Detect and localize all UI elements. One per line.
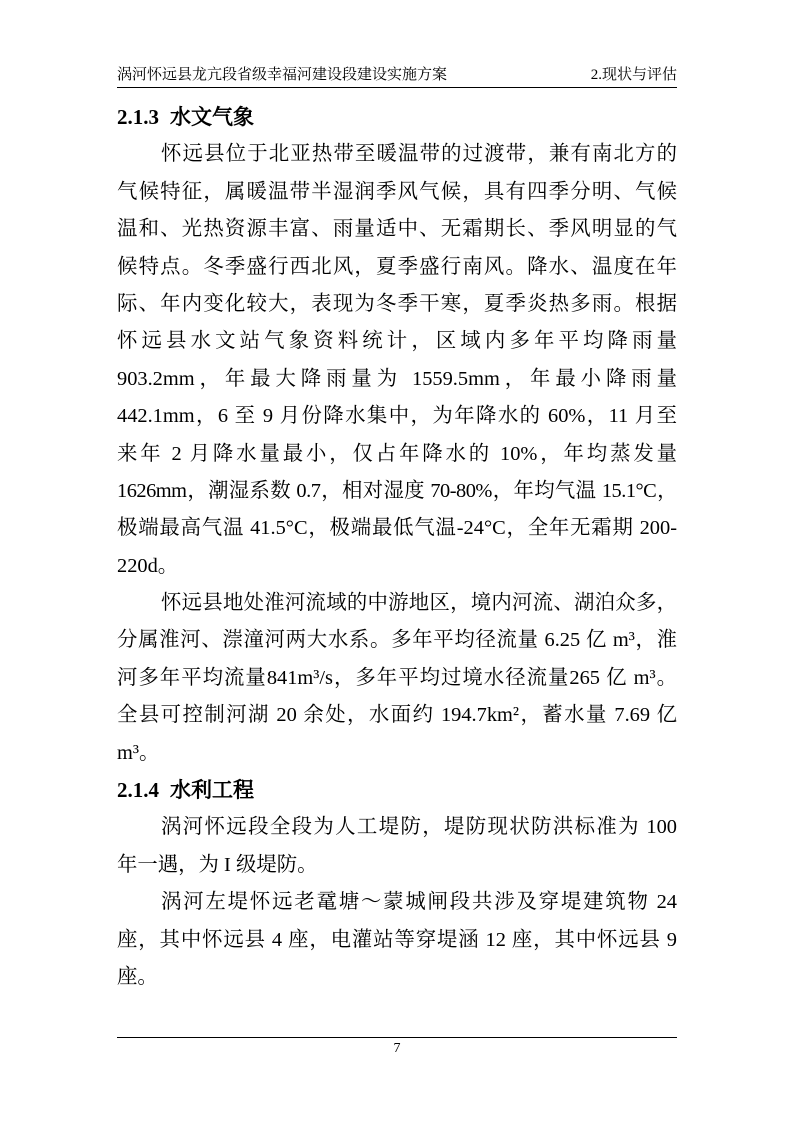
paragraph-line: 903.2mm，年最大降雨量为 1559.5mm，年最小降雨量 bbox=[117, 367, 677, 390]
running-header bbox=[117, 65, 677, 85]
paragraph bbox=[117, 884, 677, 996]
paragraph-line: 怀远县水文站气象资料统计，区域内多年平均降雨量 bbox=[117, 330, 677, 353]
paragraph-line: 1626mm，潮湿系数 0.7，相对湿度 70-80%，年均气温 15.1°C， bbox=[117, 479, 677, 502]
paragraph-line: 极端最高气温 41.5°C，极端最低气温-24°C，全年无霜期 200- bbox=[117, 517, 677, 540]
paragraph bbox=[117, 585, 677, 772]
body-text bbox=[117, 99, 677, 996]
paragraph-line: 座，其中怀远县 4 座，电灌站等穿堤涵 12 座，其中怀远县 9 bbox=[117, 928, 677, 951]
paragraph bbox=[117, 136, 677, 585]
paragraph bbox=[117, 809, 677, 884]
chapter-title: 2.现状与评估 bbox=[590, 67, 677, 83]
paragraph-line: 涡河怀远段全段为人工堤防，堤防现状防洪标准为 100 bbox=[161, 816, 677, 839]
header-rule bbox=[117, 87, 677, 88]
section-title: 水利工程 bbox=[170, 778, 254, 803]
paragraph-line: 来年 2 月降水量最小，仅占年降水的 10%，年均蒸发量 bbox=[117, 442, 677, 465]
paragraph-line: 候特点。冬季盛行西北风，夏季盛行南风。降水、温度在年 bbox=[117, 255, 677, 278]
paragraph-line: 气候特征，属暖温带半湿润季风气候，具有四季分明、气候 bbox=[117, 180, 677, 203]
section-title: 水文气象 bbox=[170, 105, 254, 129]
paragraph-line: 442.1mm，6 至 9 月份降水集中，为年降水的 60%，11 月至 bbox=[117, 405, 677, 428]
footer-rule bbox=[117, 1037, 677, 1038]
paragraph-line: 怀远县位于北亚热带至暖温带的过渡带，兼有南北方的 bbox=[161, 143, 677, 166]
paragraph-line: 温和、光热资源丰富、雨量适中、无霜期长、季风明显的气 bbox=[117, 218, 677, 241]
paragraph-line: 220d。 bbox=[117, 554, 179, 577]
section-heading bbox=[117, 772, 677, 809]
paragraph-line: 全县可控制河湖 20 余处，水面约 194.7km²，蓄水量 7.69 亿 bbox=[117, 704, 677, 727]
section-number: 2.1.4 bbox=[117, 778, 159, 803]
paragraph-line: m³。 bbox=[117, 741, 160, 764]
page-number: 7 bbox=[393, 1041, 401, 1056]
paragraph-line: 际、年内变化较大，表现为冬季干寒，夏季炎热多雨。根据 bbox=[117, 292, 677, 315]
section-heading bbox=[117, 99, 677, 136]
paragraph-line: 座。 bbox=[117, 965, 158, 988]
paragraph-line: 涡河左堤怀远老鼋塘～蒙城闸段共涉及穿堤建筑物 24 bbox=[161, 891, 677, 914]
section-number: 2.1.3 bbox=[117, 105, 159, 129]
paragraph-line: 年一遇，为 I 级堤防。 bbox=[117, 853, 318, 876]
paragraph-line: 怀远县地处淮河流域的中游地区，境内河流、湖泊众多， bbox=[161, 592, 677, 615]
document-title: 涡河怀远县龙亢段省级幸福河建设段建设实施方案 bbox=[117, 67, 448, 83]
paragraph-line: 河多年平均流量841m³/s，多年平均过境水径流量265 亿 m³。 bbox=[117, 666, 677, 689]
paragraph-line: 分属淮河、漴潼河两大水系。多年平均径流量 6.25 亿 m³，淮 bbox=[117, 629, 677, 652]
